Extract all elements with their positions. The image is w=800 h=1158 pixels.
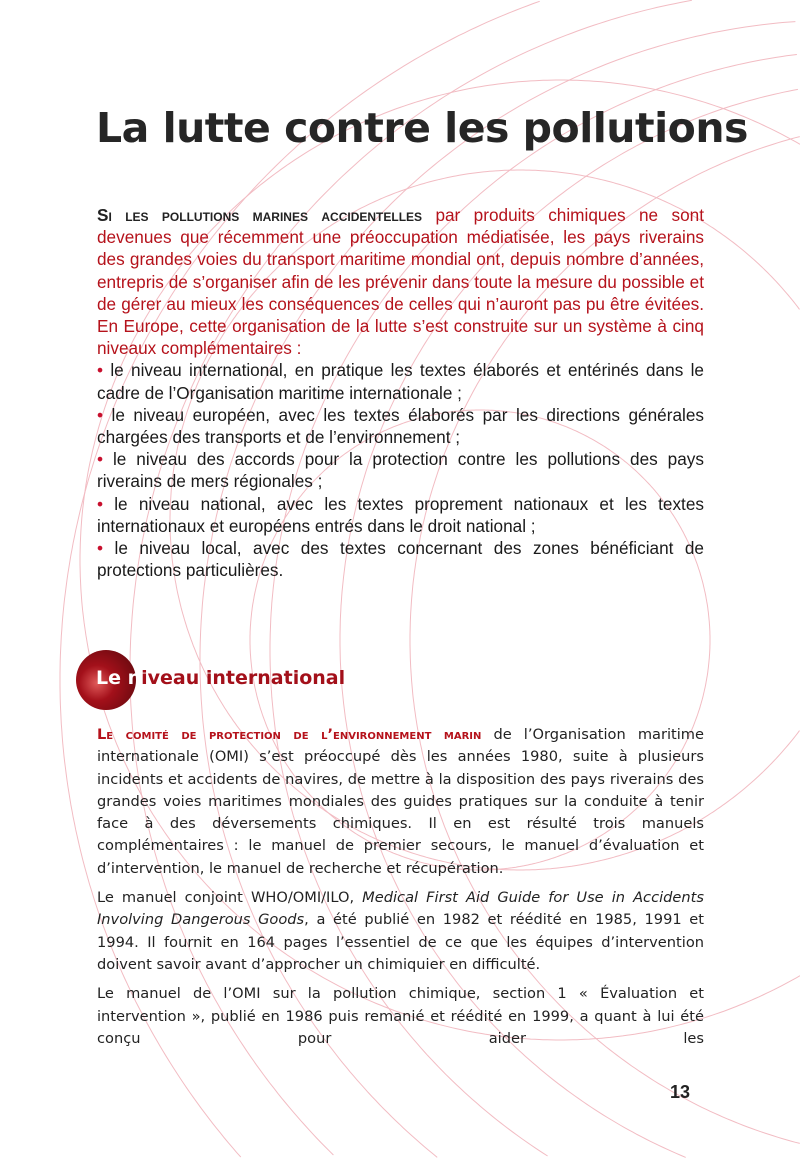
body-paragraph <box>97 887 704 976</box>
page-number: 13 <box>670 1082 691 1102</box>
paragraph-text: Le manuel conjoint WHO/OMI/ILO, <box>97 889 363 907</box>
list-item <box>97 404 704 448</box>
list-item-text: le niveau européen, avec les textes élaborés par les directions générales chargées des transports et de l’environnement ; <box>97 404 704 448</box>
body-paragraph <box>97 724 704 880</box>
bullet-icon: • <box>97 493 104 514</box>
intro-lead: Si les pollutions marines accidentelles <box>97 205 423 225</box>
bullet-icon: • <box>97 449 104 470</box>
bullet-icon: • <box>97 360 104 381</box>
book-title: Medical First Aid Guide for Use in Accidents Involving Dangerous Goods <box>97 889 704 929</box>
intro-block <box>97 204 704 581</box>
levels-list <box>97 359 704 581</box>
section-title-part2: iveau international <box>141 667 346 689</box>
paragraph-lead: Le comité de protection de l’environnement marin <box>97 726 482 743</box>
intro-paragraph <box>97 204 704 359</box>
section-title-part1: Le n <box>96 667 142 689</box>
section-body <box>97 724 704 1057</box>
list-item-text: le niveau national, avec les textes proprement nationaux et les textes internationaux et européens entrés dans le droit national ; <box>97 493 704 536</box>
bullet-icon: • <box>97 538 104 559</box>
page-title: La lutte contre les pollutions <box>96 104 748 152</box>
list-item-text: le niveau international, en pratique les textes élaborés et entérinés dans le cadre de l’Organisation maritime internationale ; <box>97 360 704 403</box>
list-item <box>97 537 704 581</box>
list-item-text: le niveau des accords pour la protection contre les pollutions des pays riverains de mers régionales ; <box>97 449 704 492</box>
paragraph-text: Le manuel de l’OMI sur la pollution chimique, section 1 « Évaluation et intervention », publié en 1986 puis remanié et réédité en 1999, a quant à lui été conçu pour aider les <box>97 985 704 1047</box>
paragraph-text: de l’Organisation maritime internationale (OMI) s’est préoccupé dès les années 1980, suite à plusieurs incidents et accidents de navires, de mettre à la disposition des pays riverains des grandes voies maritimes mondiales des guides pratiques sur la conduite à tenir face à des déversements chimiques. Il en est résulté trois manuels complémentaires : le manuel de premier secours, le manuel d’évaluation et d’intervention, le manuel de recherche et récupération. <box>97 726 704 877</box>
list-item-text: le niveau local, avec des textes concernant des zones bénéficiant de protections particulières. <box>97 538 704 581</box>
intro-text: par produits chimiques ne sont devenues que récemment une préoccupation médiatisée, les pays riverains des grandes voies du transport maritime mondial ont, depuis nombre d’années, entrepris de s’organiser afin de les prévenir dans toute la mesure du possible et de gérer au mieux les conséquences de celles qui n’auront pas pu être évitées. En Europe, cette organisation de la lutte s’est construite sur un système à cinq niveaux complémentaires : <box>97 205 704 359</box>
paragraph-text: , a été publié en 1982 et réédité en 1985, 1991 et 1994. Il fournit en 164 pages l’essentiel de ce que les équipes d’intervention doivent savoir avant d’approcher un chimiquier en difficulté. <box>97 911 704 973</box>
bullet-icon: • <box>97 404 104 425</box>
list-item <box>97 359 704 403</box>
list-item <box>97 493 704 537</box>
section-title <box>96 667 345 689</box>
body-paragraph <box>97 983 704 1050</box>
list-item <box>97 448 704 492</box>
